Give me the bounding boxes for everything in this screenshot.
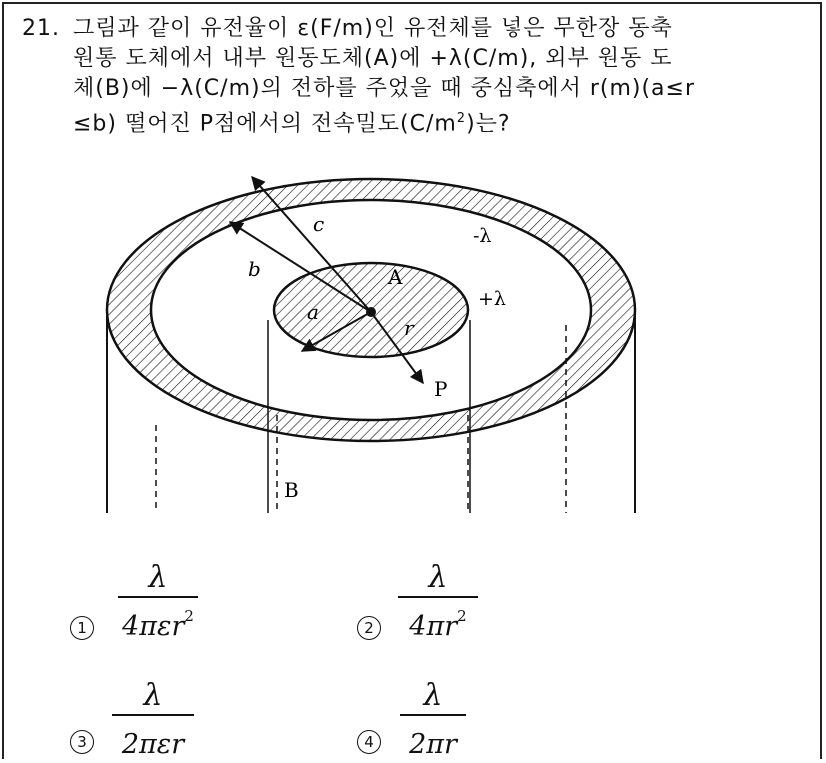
label-b: b [248,257,261,281]
choice-4-numerator: λ [423,678,443,713]
coaxial-cylinder-diagram [90,145,650,515]
label-c: c [313,212,325,236]
choice-3-fraction[interactable] [112,678,194,763]
choice-4-denominator: 2πr [409,729,457,760]
choice-1-marker[interactable]: 1 [70,616,94,640]
question-number: 21. [22,16,60,41]
choice-2-fraction[interactable]: λ $4\pi r^2$ [398,560,478,645]
choice-2-denominator: 4πr [409,611,458,642]
question-line-2: 원통 도체에서 내부 원동도체(A)에 +λ(C/m), 외부 원동 도 [73,46,673,71]
choice-1-numerator: λ [148,560,168,595]
choice-4-marker[interactable]: 4 [357,730,381,754]
choice-4-fraction[interactable] [400,678,466,763]
choice-3-numerator: λ [143,678,163,713]
label-pos-lambda: +λ [478,288,506,310]
choice-2-numerator: λ [428,560,448,595]
question-line-4: ≤b) 떨어진 P점에서의 전속밀도$(C/m^2)$는? [73,111,511,137]
question-text [22,14,802,139]
choice-1-fraction[interactable]: λ 4πεr$^2$ [118,560,198,645]
label-P: P [434,377,448,401]
choice-3-denominator: 2πεr [121,729,185,760]
choice-3-marker[interactable]: 3 [70,730,94,754]
label-B: B [284,478,299,502]
question-line-1: 21. 그림과 같이 유전율이 ε(F/m)인 유전체를 넣은 무한장 동축 [22,14,802,44]
question-line-3: 체(B)에 −λ(C/m)의 전하를 주었을 때 중심축에서 r(m)(a≤r [73,76,696,101]
choice-2-marker[interactable]: 2 [357,616,381,640]
label-a: a [307,300,319,324]
label-A: A [388,265,403,289]
label-r: r [404,316,414,340]
label-neg-lambda: -λ [473,225,492,247]
choice-1-denominator: 4πεr [122,611,185,642]
